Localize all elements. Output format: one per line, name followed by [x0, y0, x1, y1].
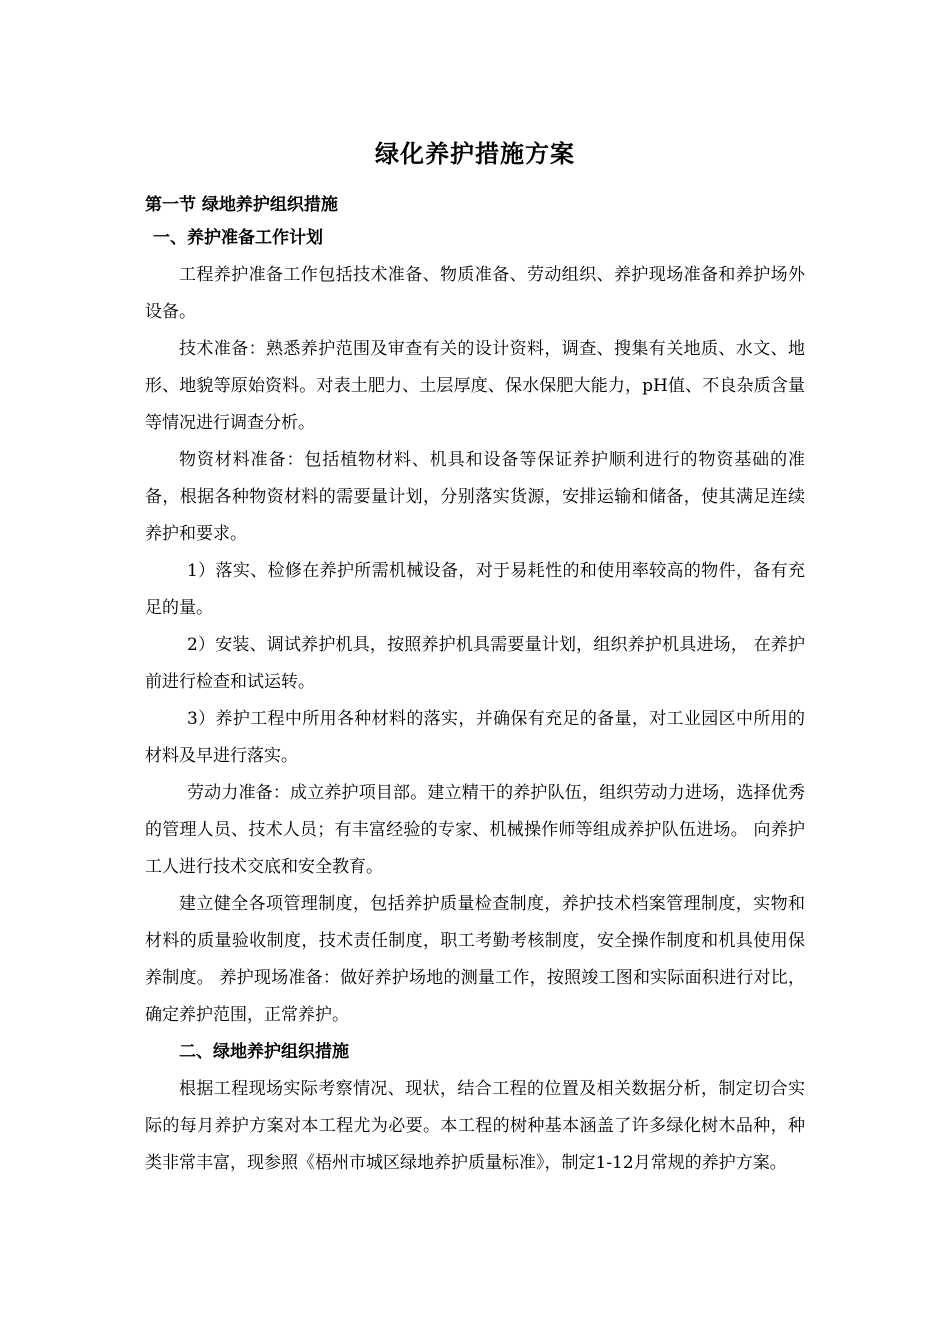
subheading-preparation-plan: 一、养护准备工作计划: [153, 228, 323, 248]
paragraph-labor-preparation: 劳动力准备：成立养护项目部。建立精干的养护队伍，组织劳动力进场，选择优秀的管理人员、技术人员；有丰富经验的专家、机械操作师等组成养护队伍进场。 向养护工人进行技术交底和安全教育。: [145, 783, 805, 877]
section-heading: 第一节 绿地养护组织措施: [145, 195, 338, 215]
document-body: [145, 220, 805, 1182]
list-item-machine-installation: 2）安装、调试养护机具，按照养护机具需要量计划，组织养护机具进场， 在养护前进行检查和试运转。: [145, 635, 805, 692]
paragraph-management-system: 建立健全各项管理制度，包括养护质量检查制度，养护技术档案管理制度，实物和材料的质量验收制度，技术责任制度，职工考勤考核制度，安全操作制度和机具使用保养制度。 养护现场准备：做好养护场地的测量工作，按照竣工图和实际面积进行对比，确定养护范围，正常养护。: [145, 894, 805, 1025]
document-title: 绿化养护措施方案: [375, 139, 575, 168]
paragraph-technical-preparation: 技术准备：熟悉养护范围及审查有关的设计资料，调查、搜集有关地质、水文、地形、地貌等原始资料。对表土肥力、土层厚度、保水保肥大能力，pH值、不良杂质含量等情况进行调查分析。: [145, 339, 805, 433]
paragraph-maintenance-plan: 根据工程现场实际考察情况、现状，结合工程的位置及相关数据分析，制定切合实际的每月养护方案对本工程尤为必要。本工程的树种基本涵盖了许多绿化树木品种，种类非常丰富，现参照《梧州市城区绿地养护质量标准》，制定1-12月常规的养护方案。: [145, 1079, 805, 1173]
list-item-equipment-check: 1）落实、检修在养护所需机械设备，对于易耗性的和使用率较高的物件，备有充足的量。: [145, 561, 805, 618]
subheading-maintenance-measures: 二、绿地养护组织措施: [179, 1042, 349, 1062]
list-item-material-implementation: 3）养护工程中所用各种材料的落实，并确保有充足的备量，对工业园区中所用的材料及早进行落实。: [145, 709, 805, 766]
paragraph-preparation-overview: 工程养护准备工作包括技术准备、物质准备、劳动组织、养护现场准备和养护场外设备。: [145, 265, 805, 322]
paragraph-material-preparation: 物资材料准备：包括植物材料、机具和设备等保证养护顺利进行的物资基础的准备，根据各种物资材料的需要量计划，分别落实货源，安排运输和储备，使其满足连续养护和要求。: [145, 450, 805, 544]
